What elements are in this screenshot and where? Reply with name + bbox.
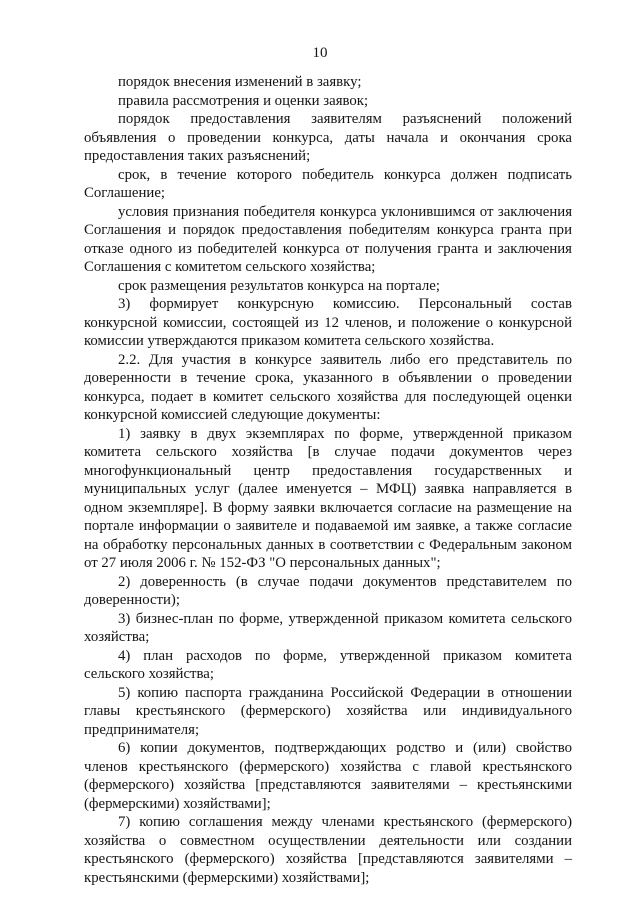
paragraph-5: условия признания победителя конкурса уклонившимся от заключения Соглашения и порядок предоставления победителям конкурса гранта при отказе одного из победителей конкурса от получения гранта и заключения Соглашения с комитетом сельского хозяйства; bbox=[84, 203, 572, 275]
paragraph-12: 4) план расходов по форме, утвержденной приказом комитета сельского хозяйства; bbox=[84, 647, 572, 682]
paragraph-14: 6) копии документов, подтверждающих родство и (или) свойство членов крестьянского (фермерского) хозяйства с главой крестьянского (фермерского) хозяйства [представляются заявителями – крестьянскими (фермерскими) хозяйствами]; bbox=[84, 740, 572, 812]
paragraph-2: правила рассмотрения и оценки заявок; bbox=[118, 92, 369, 109]
document-body bbox=[84, 73, 572, 887]
paragraph-11: 3) бизнес-план по форме, утвержденной приказом комитета сельского хозяйства; bbox=[84, 610, 572, 645]
paragraph-1: порядок внесения изменений в заявку; bbox=[118, 74, 362, 90]
paragraph-4: срок, в течение которого победитель конкурса должен подписать Соглашение; bbox=[84, 166, 572, 201]
paragraph-7: 3) формирует конкурсную комиссию. Персональный состав конкурсной комиссии, состоящей из 12 членов, и положение о конкурсной комиссии утверждаются приказом комитета сельского хозяйства. bbox=[84, 296, 572, 349]
paragraph-8: 2.2. Для участия в конкурсе заявитель либо его представитель по доверенности в течение срока, указанного в объявлении о проведении конкурса, подает в комитет сельского хозяйства для последующей оценки конкурсной комиссией следующие документы: bbox=[84, 351, 572, 423]
paragraph-3: порядок предоставления заявителям разъяснений положений объявления о проведении конкурса, даты начала и окончания срока предоставления таких разъяснений; bbox=[84, 111, 572, 164]
paragraph-13: 5) копию паспорта гражданина Российской Федерации в отношении главы крестьянского (фермерского) хозяйства или индивидуального предпринимателя; bbox=[84, 684, 572, 738]
paragraph-6: срок размещения результатов конкурса на портале; bbox=[118, 277, 440, 294]
paragraph-15: 7) копию соглашения между членами крестьянского (фермерского) хозяйства о совместном осуществлении деятельности или создании крестьянского (фермерского) хозяйства [представляются заявителями – крестьянскими (фермерскими) хозяйствами]; bbox=[84, 814, 572, 886]
page-number: 10 bbox=[312, 45, 328, 61]
paragraph-9: 1) заявку в двух экземплярах по форме, утвержденной приказом комитета сельского хозяйства [в случае подачи документов через многофункциональный центр предоставления государственных и муниципальных услуг (далее именуется – МФЦ) заявка направляется в одном экземпляре]. В форму заявки включается согласие на размещение на портале информации о заявителе и подаваемой им заявке, а также согласие на обработку персональных данных в соответствии с Федеральным законом от 27 июля 2006 г. № 152-ФЗ "О персональных данных"; bbox=[84, 425, 572, 571]
paragraph-10: 2) доверенность (в случае подачи документов представителем по доверенности); bbox=[84, 573, 572, 608]
